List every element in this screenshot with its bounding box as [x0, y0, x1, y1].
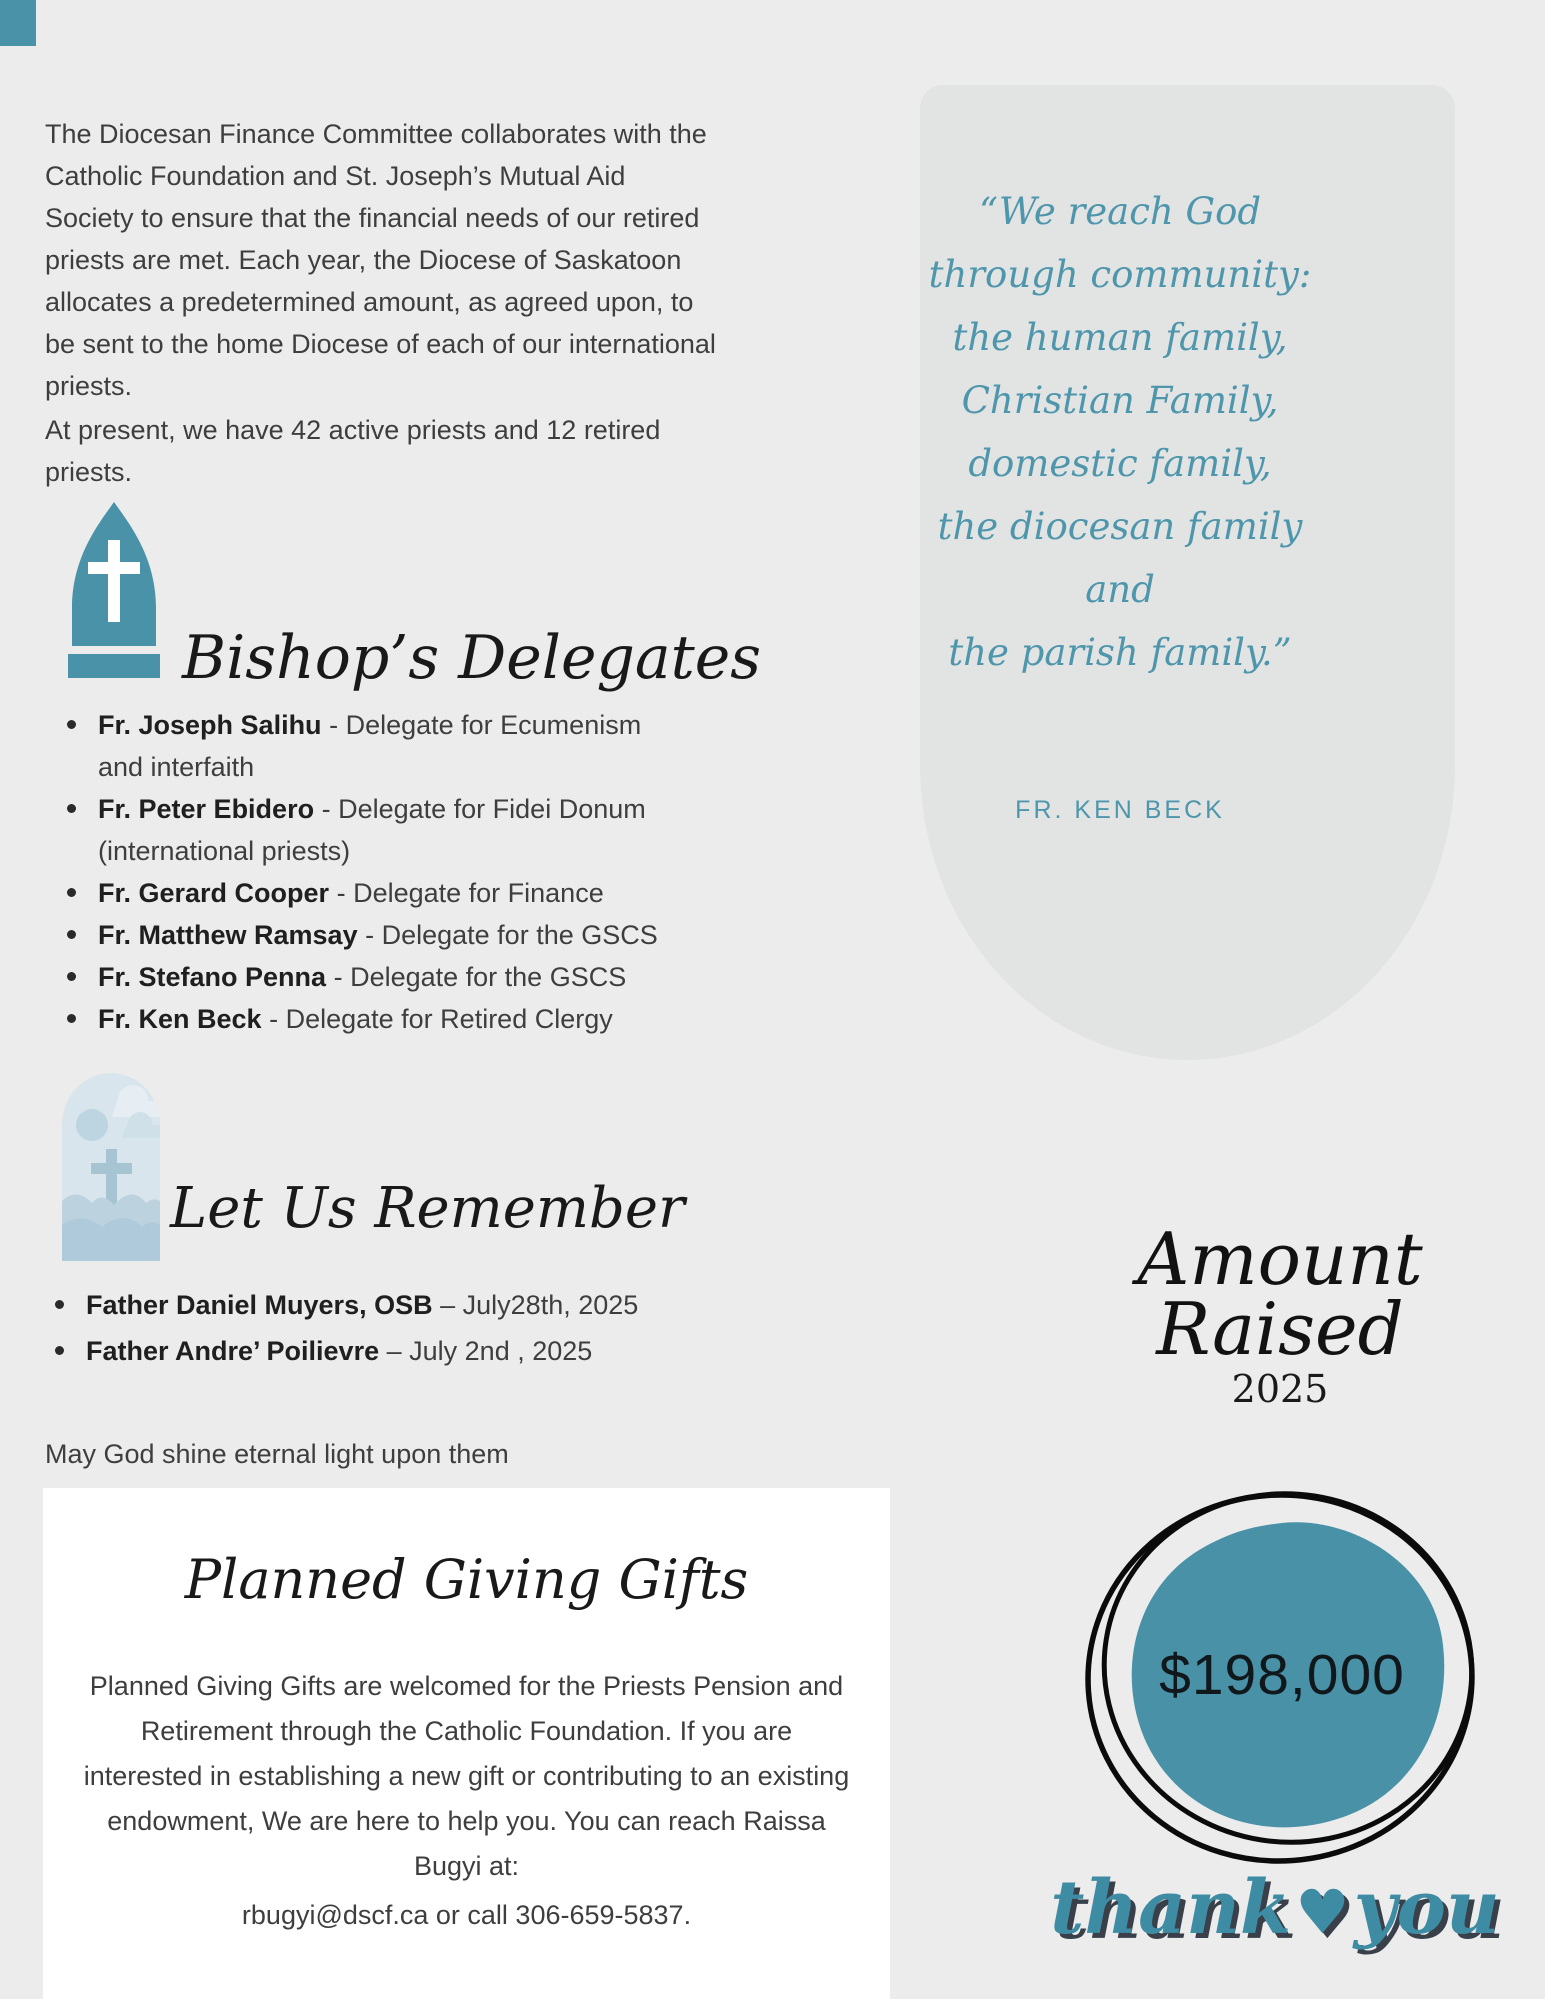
quote-line: domestic family, — [968, 442, 1272, 485]
quote-block — [918, 180, 1322, 684]
bishop-mitre-icon — [62, 500, 166, 690]
amount-raised-title-line: Amount — [1137, 1217, 1423, 1301]
bullet-icon — [67, 720, 76, 729]
bullet-icon — [55, 1300, 64, 1309]
delegate-name: Fr. Stefano Penna — [98, 962, 327, 992]
list-item — [48, 1282, 808, 1328]
memorial-date: – July 2nd , 2025 — [386, 1336, 593, 1366]
delegates-list — [60, 704, 684, 1040]
planned-giving-card — [43, 1488, 890, 1999]
bullet-icon — [67, 804, 76, 813]
quote-line: the parish family.” — [948, 631, 1292, 674]
memorial-date: – July28th, 2025 — [440, 1290, 639, 1320]
intro-paragraph: The Diocesan Finance Committee collaborates with the Catholic Foundation and St. Joseph’s Mutual Aid Society to ensure that the financial needs of our retired priests are met. Each year, the Diocese of Saskatoon allocates a predetermined amount, as agreed upon, to be sent to the home Diocese of each of our international priests. — [45, 119, 716, 401]
delegates-section-title: Bishop’s Delegates — [182, 623, 762, 693]
list-item — [48, 1328, 808, 1374]
delegate-role: - Delegate for Retired Clergy — [269, 1004, 613, 1034]
quote-line: through community: — [928, 253, 1312, 296]
delegate-role: - Delegate for Finance — [336, 878, 604, 908]
quote-line: “We reach God — [978, 190, 1262, 233]
amount-raised-title-line: Raised — [1156, 1287, 1404, 1371]
list-item — [60, 998, 684, 1040]
amount-raised-year: 2025 — [1231, 1367, 1329, 1411]
quote-line: Christian Family, — [961, 379, 1279, 422]
bullet-icon — [67, 1014, 76, 1023]
memorial-window-icon — [62, 1073, 160, 1261]
amount-raised-value: $198,000 — [1159, 1643, 1405, 1707]
bullet-icon — [67, 930, 76, 939]
planned-giving-title: Planned Giving Gifts — [184, 1548, 749, 1611]
quote-line: the diocesan family — [937, 505, 1303, 548]
corner-accent-bar — [0, 0, 36, 46]
bullet-icon — [67, 972, 76, 981]
list-item — [60, 704, 684, 788]
list-item — [60, 956, 684, 998]
list-item — [60, 788, 684, 872]
memorial-name: Father Andre’ Poilievre — [86, 1336, 380, 1366]
planned-giving-body: Planned Giving Gifts are welcomed for the Priests Pension and Retirement through the Catholic Foundation. If you are interested in establishing a new gift or contributing to an existing endowment, We are here to help you. You can reach Raissa Bugyi at: — [83, 1671, 850, 1881]
quote-line: the human family, — [952, 316, 1288, 359]
delegate-name: Fr. Joseph Salihu — [98, 710, 322, 740]
thank-you-block — [1035, 1856, 1515, 1965]
delegate-name: Fr. Ken Beck — [98, 1004, 262, 1034]
priest-count-paragraph: At present, we have 42 active priests and 12 retired priests. — [45, 415, 661, 487]
list-item — [60, 914, 684, 956]
thank-you-word: you — [1353, 1865, 1500, 1951]
memorial-list — [48, 1282, 808, 1374]
bullet-icon — [55, 1346, 64, 1355]
heart-icon: ♥ — [1295, 1877, 1350, 1948]
memorial-closing-line: May God shine eternal light upon them — [45, 1439, 509, 1469]
delegate-role: - Delegate for the GSCS — [365, 920, 658, 950]
thank-you-word: thank — [1050, 1865, 1292, 1951]
list-item — [60, 872, 684, 914]
memorial-name: Father Daniel Muyers, OSB — [86, 1290, 433, 1320]
delegate-role: - Delegate for Ecumenism and interfaith — [98, 710, 642, 782]
delegate-role: - Delegate for Fidei Donum (international priests) — [98, 794, 646, 866]
planned-giving-contact: rbugyi@dscf.ca or call 306-659-5837. — [241, 1900, 692, 1930]
delegate-name: Fr. Matthew Ramsay — [98, 920, 358, 950]
remember-section-title: Let Us Remember — [170, 1176, 685, 1241]
quote-attribution: FR. KEN BECK — [1015, 796, 1225, 824]
delegate-role: - Delegate for the GSCS — [333, 962, 627, 992]
quote-line: and — [1085, 568, 1155, 611]
amount-raised-badge — [1082, 1478, 1482, 1878]
bullet-icon — [67, 888, 76, 897]
amount-raised-block — [1080, 1217, 1480, 1412]
delegate-name: Fr. Peter Ebidero — [98, 794, 315, 824]
delegate-name: Fr. Gerard Cooper — [98, 878, 330, 908]
